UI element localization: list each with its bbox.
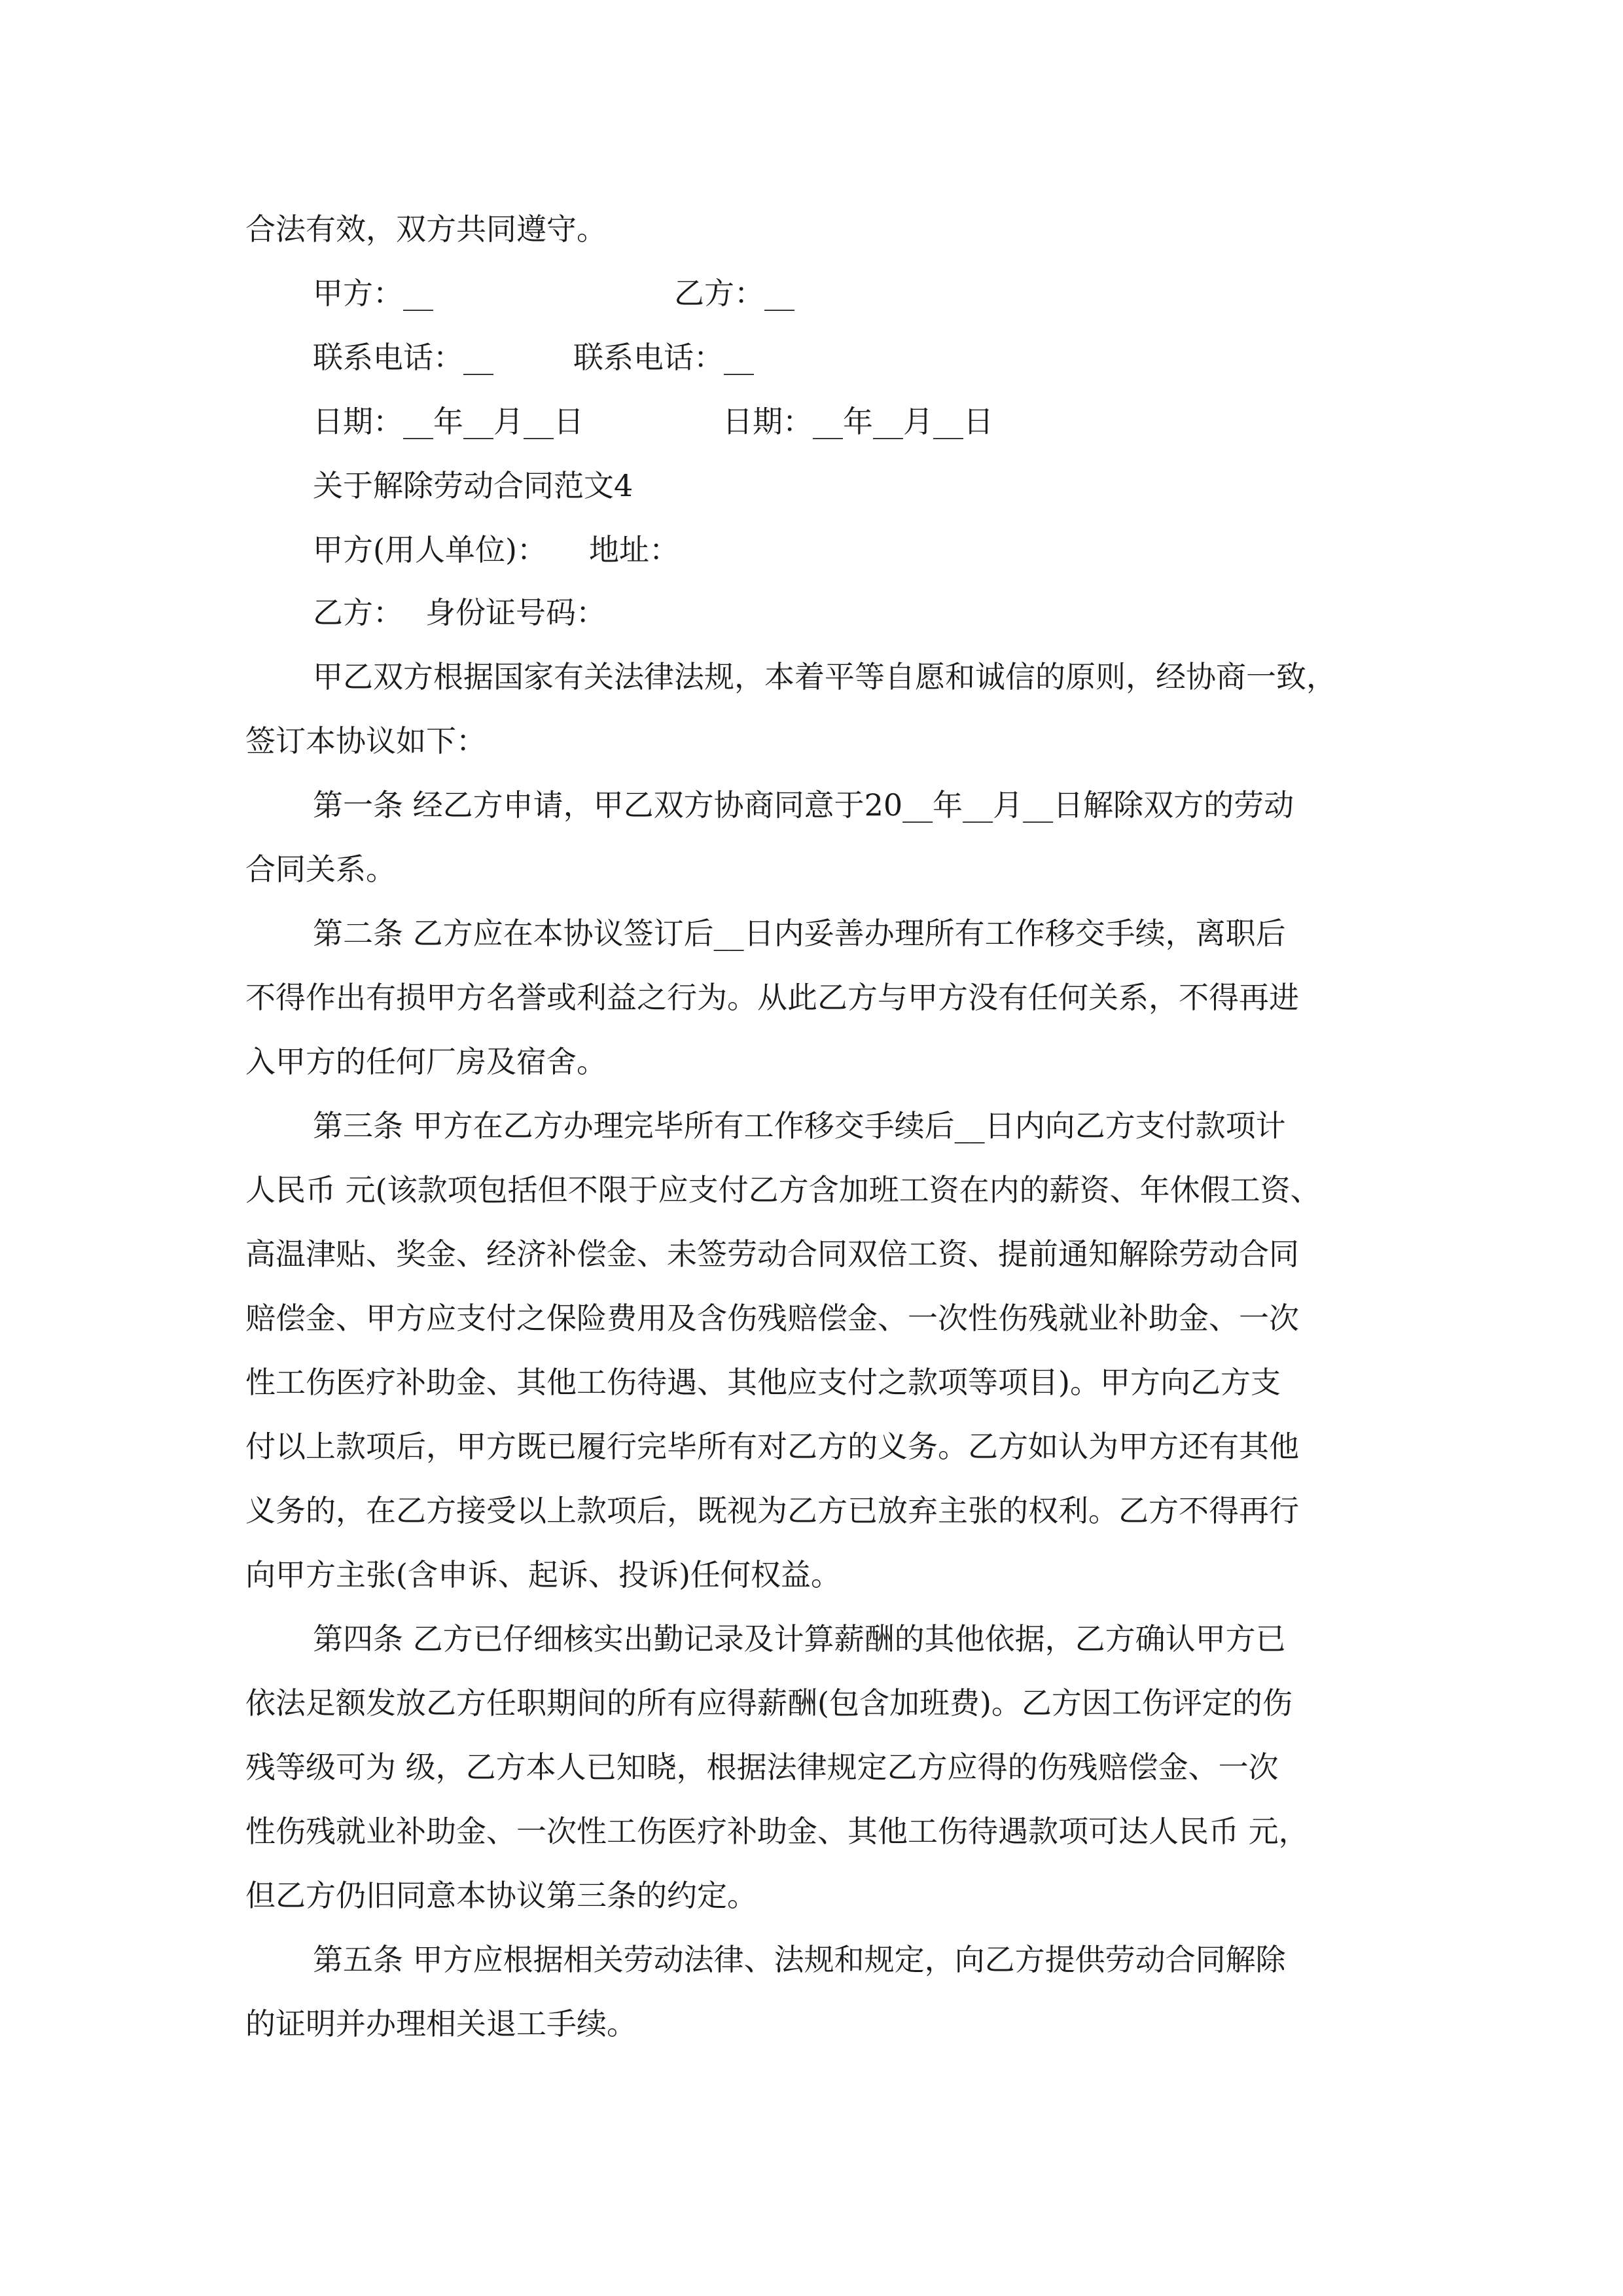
article3-line: 付以上款项后，甲方既已履行完毕所有对乙方的义务。乙方如认为甲方还有其他 [245,1429,1299,1464]
article3-line: 向甲方主张(含申诉、起诉、投诉)任何权益。 [245,1557,841,1592]
article3-line: 性工伤医疗补助金、其他工伤待遇、其他应支付之款项等项目)。甲方向乙方支 [245,1365,1281,1400]
article4-line: 性伤残就业补助金、一次性工伤医疗补助金、其他工伤待遇款项可达人民币 元， [245,1814,1309,1849]
preamble-line: 甲乙双方根据国家有关法律法规，本着平等自愿和诚信的原则，经协商一致， [313,659,1336,694]
article5-line: 第五条 甲方应根据相关劳动法律、法规和规定，向乙方提供劳动合同解除 [313,1942,1286,1977]
preamble-line: 签订本协议如下： [245,723,486,759]
article3-line: 第三条 甲方在乙方办理完毕所有工作移交手续后__日内向乙方支付款项计 [313,1108,1286,1143]
article2-line: 入甲方的任何厂房及宿舍。 [245,1044,607,1079]
header-id-number: 身份证号码： [425,595,606,630]
sign-date-b: 日期：__年__月__日 [722,404,993,439]
article2-line: 第二条 乙方应在本协议签订后__日内妥善办理所有工作移交手续，离职后 [313,916,1286,951]
sign-phone-b: 联系电话：__ [573,340,754,375]
header-party-b: 乙方： [313,595,403,630]
sign-party-a: 甲方：__ [313,276,433,311]
article3-line: 赔偿金、甲方应支付之保险费用及含伤残赔偿金、一次性伤残就业补助金、一次 [245,1300,1299,1336]
article5-line: 的证明并办理相关退工手续。 [245,2006,637,2041]
article3-line: 人民币 元(该款项包括但不限于应支付乙方含加班工资在内的薪资、年休假工资、 [245,1172,1321,1208]
section-title: 关于解除劳动合同范文4 [313,468,633,503]
header-party-a: 甲方(用人单位)： [313,532,547,567]
article2-line: 不得作出有损甲方名誉或利益之行为。从此乙方与甲方没有任何关系，不得再进 [245,980,1299,1015]
article4-line: 残等级可为 级，乙方本人已知晓，根据法律规定乙方应得的伤残赔偿金、一次 [245,1749,1279,1785]
article1-line: 合同关系。 [245,852,396,887]
closing-line: 合法有效，双方共同遵守。 [245,211,607,247]
header-address: 地址： [589,532,679,567]
article4-line: 但乙方仍旧同意本协议第三条的约定。 [245,1878,757,1913]
sign-party-b: 乙方：__ [674,276,794,311]
article3-line: 义务的，在乙方接受以上款项后，既视为乙方已放弃主张的权利。乙方不得再行 [245,1493,1299,1528]
sign-phone-a: 联系电话：__ [313,340,493,375]
sign-date-a: 日期：__年__月__日 [313,404,584,439]
article4-line: 依法足额发放乙方任职期间的所有应得薪酬(包含加班费)。乙方因工伤评定的伤 [245,1685,1293,1721]
article1-line: 第一条 经乙方申请，甲乙双方协商同意于20__年__月__日解除双方的劳动 [313,787,1294,823]
article3-line: 高温津贴、奖金、经济补偿金、未签劳动合同双倍工资、提前通知解除劳动合同 [245,1236,1299,1272]
article4-line: 第四条 乙方已仔细核实出勤记录及计算薪酬的其他依据，乙方确认甲方已 [313,1621,1286,1657]
